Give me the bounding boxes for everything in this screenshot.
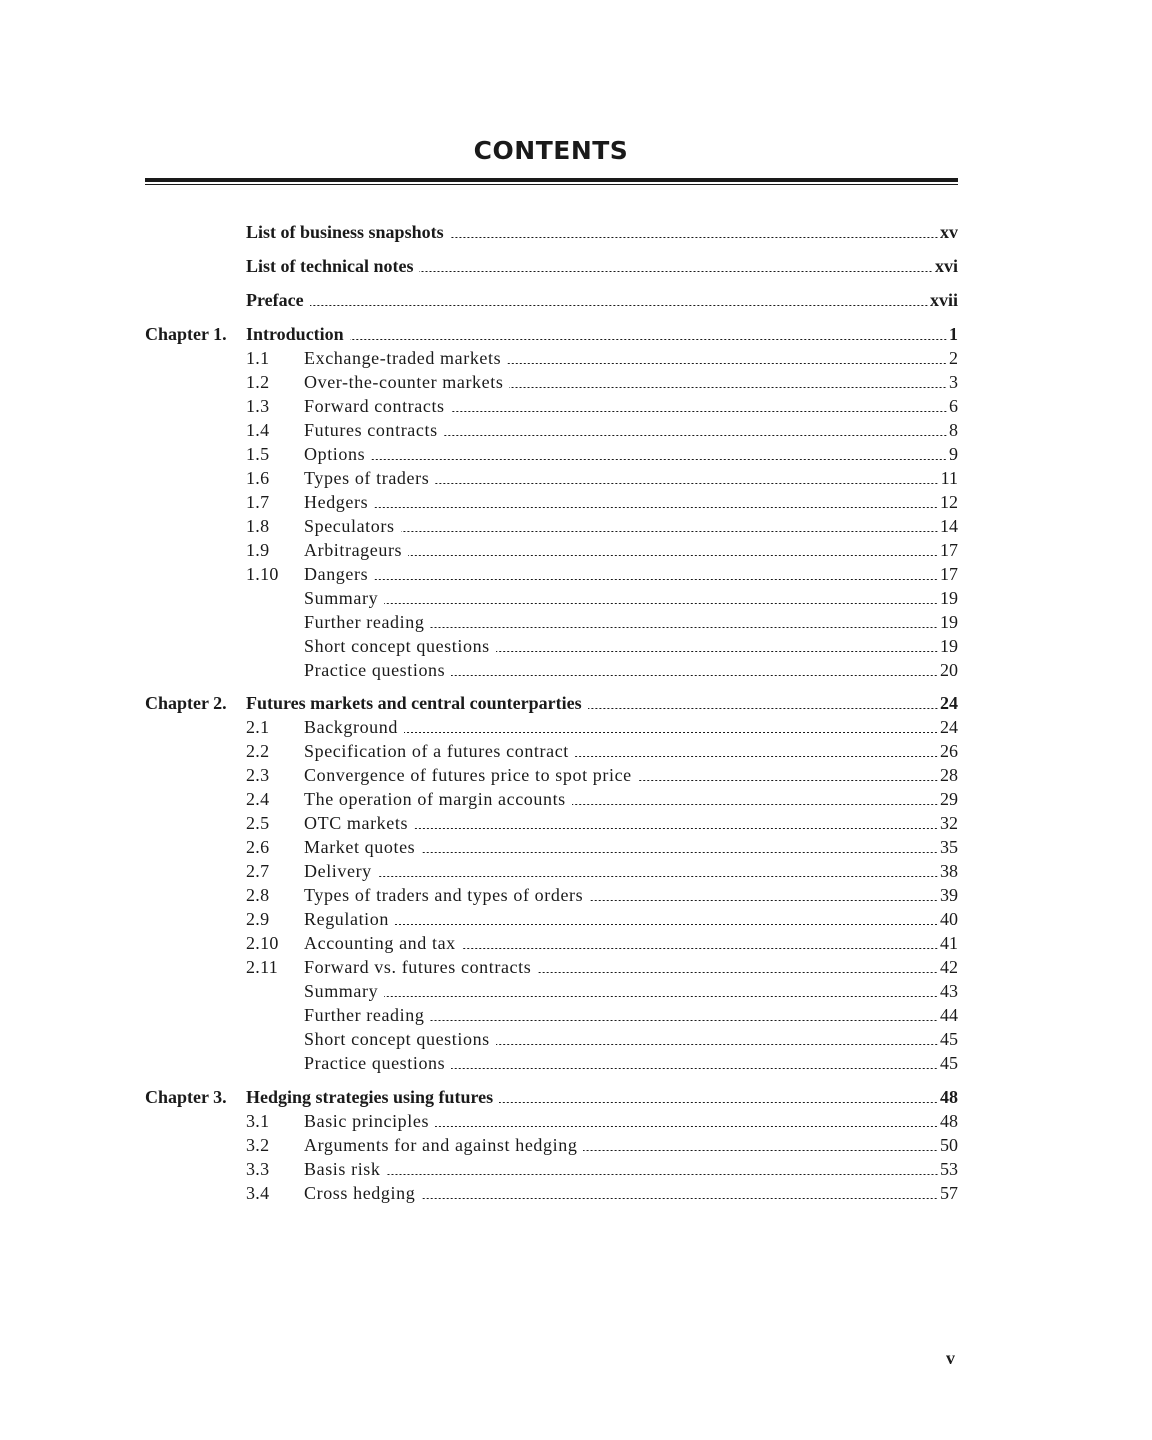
toc-entry: [304, 1182, 958, 1204]
section-entry[interactable]: [0, 635, 1152, 657]
chapter-entry[interactable]: [0, 692, 1152, 714]
entry-title: Regulation: [304, 909, 389, 929]
section-number: 3.4: [246, 1183, 270, 1203]
entry-title: Hedgers: [304, 492, 369, 512]
entry-title: Practice questions: [304, 660, 446, 680]
entry-title: Introduction: [246, 324, 344, 344]
toc-entry: [304, 740, 958, 762]
entry-title: List of technical notes: [246, 256, 414, 276]
entry-title: Over-the-counter markets: [304, 372, 504, 392]
section-entry[interactable]: [0, 836, 1152, 858]
section-number: 2.4: [246, 789, 270, 809]
dot-leader: [350, 339, 947, 340]
entry-page-number: 40: [940, 909, 958, 929]
entry-page-number: 50: [940, 1135, 958, 1155]
dot-leader: [378, 876, 938, 877]
section-entry[interactable]: [0, 563, 1152, 585]
entry-title: Futures markets and central counterparties: [246, 693, 582, 713]
entry-page-number: 6: [949, 396, 958, 416]
dot-leader: [419, 271, 933, 272]
entry-title: Summary: [304, 588, 379, 608]
section-entry[interactable]: [0, 716, 1152, 738]
toc-entry: [304, 932, 958, 954]
entry-page-number: 45: [940, 1029, 958, 1049]
entry-page-number: 12: [940, 492, 958, 512]
toc-entry: [304, 1052, 958, 1074]
section-entry[interactable]: [0, 371, 1152, 393]
dot-leader: [451, 1068, 938, 1069]
toc-entry: [304, 443, 958, 465]
toc-entry: [304, 659, 958, 681]
section-entry[interactable]: [0, 1158, 1152, 1180]
entry-page-number: 2: [949, 348, 958, 368]
section-entry[interactable]: [0, 419, 1152, 441]
chapter-entry[interactable]: [0, 1086, 1152, 1108]
section-entry[interactable]: [0, 1004, 1152, 1026]
entry-page-number: 44: [940, 1005, 958, 1025]
section-number: 1.1: [246, 348, 270, 368]
entry-title: List of business snapshots: [246, 222, 444, 242]
entry-page-number: 24: [940, 717, 958, 737]
section-entry[interactable]: [0, 443, 1152, 465]
section-entry[interactable]: [0, 860, 1152, 882]
dot-leader: [404, 732, 938, 733]
title-rule-thin: [145, 184, 958, 185]
section-entry[interactable]: [0, 539, 1152, 561]
section-number: 1.10: [246, 564, 279, 584]
toc-entry: [304, 563, 958, 585]
section-entry[interactable]: [0, 659, 1152, 681]
section-entry[interactable]: [0, 884, 1152, 906]
section-number: 1.5: [246, 444, 270, 464]
dot-leader: [414, 828, 938, 829]
toc-entry: [246, 1086, 958, 1108]
entry-title: Accounting and tax: [304, 933, 456, 953]
section-number: 2.7: [246, 861, 270, 881]
section-number: 2.3: [246, 765, 270, 785]
entry-page-number: 39: [940, 885, 958, 905]
chapter-label: Chapter 2.: [145, 693, 227, 713]
entry-title: Dangers: [304, 564, 369, 584]
entry-page-number: 17: [940, 564, 958, 584]
dot-leader: [588, 708, 938, 709]
entry-page-number: 9: [949, 444, 958, 464]
section-entry[interactable]: [0, 395, 1152, 417]
toc-entry: [304, 347, 958, 369]
entry-page-number: 29: [940, 789, 958, 809]
dot-leader: [371, 459, 947, 460]
section-entry[interactable]: [0, 908, 1152, 930]
entry-title: Futures contracts: [304, 420, 438, 440]
section-number: 1.7: [246, 492, 270, 512]
entry-title: Exchange-traded markets: [304, 348, 502, 368]
entry-title: Specification of a futures contract: [304, 741, 569, 761]
toc-entry: [304, 419, 958, 441]
entry-title: Convergence of futures price to spot price: [304, 765, 632, 785]
dot-leader: [589, 900, 938, 901]
section-number: 1.9: [246, 540, 270, 560]
section-number: 2.6: [246, 837, 270, 857]
entry-page-number: 57: [940, 1183, 958, 1203]
section-entry[interactable]: [0, 1052, 1152, 1074]
toc-entry: [304, 467, 958, 489]
entry-page-number: 24: [940, 693, 958, 713]
chapter-entry[interactable]: [0, 323, 1152, 345]
dot-leader: [395, 924, 938, 925]
dot-leader: [451, 411, 947, 412]
toc-entry: [304, 788, 958, 810]
section-number: 3.1: [246, 1111, 270, 1131]
dot-leader: [401, 531, 938, 532]
entry-page-number: 45: [940, 1053, 958, 1073]
entry-title: Arguments for and against hedging: [304, 1135, 578, 1155]
toc-entry: [304, 884, 958, 906]
section-number: 2.2: [246, 741, 270, 761]
dot-leader: [430, 1020, 938, 1021]
entry-page-number: 19: [940, 636, 958, 656]
toc-entry: [304, 539, 958, 561]
entry-title: Summary: [304, 981, 379, 1001]
section-number: 3.2: [246, 1135, 270, 1155]
section-entry[interactable]: [0, 1182, 1152, 1204]
toc-entry: [304, 764, 958, 786]
dot-leader: [374, 507, 938, 508]
toc-entry: [304, 836, 958, 858]
toc-entry: [304, 980, 958, 1002]
entry-page-number: xvii: [929, 290, 958, 310]
entry-title: Hedging strategies using futures: [246, 1087, 494, 1107]
entry-title: Options: [304, 444, 366, 464]
entry-page-number: 38: [940, 861, 958, 881]
toc-entry: [304, 1004, 958, 1026]
toc-entry: [304, 611, 958, 633]
section-entry[interactable]: [0, 515, 1152, 537]
dot-leader: [384, 996, 938, 997]
dot-leader: [310, 305, 928, 306]
entry-page-number: 26: [940, 741, 958, 761]
toc-entry: [246, 692, 958, 714]
dot-leader: [408, 555, 938, 556]
entry-title: Forward vs. futures contracts: [304, 957, 532, 977]
section-entry[interactable]: [0, 932, 1152, 954]
entry-page-number: 42: [940, 957, 958, 977]
dot-leader: [572, 804, 938, 805]
page-title: CONTENTS: [473, 136, 629, 165]
section-entry[interactable]: [0, 1028, 1152, 1050]
title-rule-thick: [145, 178, 958, 182]
front-matter-entry[interactable]: [0, 289, 1152, 311]
dot-leader: [638, 780, 938, 781]
section-number: 2.10: [246, 933, 279, 953]
section-entry[interactable]: [0, 764, 1152, 786]
dot-leader: [444, 435, 947, 436]
dot-leader: [421, 1198, 938, 1199]
toc-entry: [304, 860, 958, 882]
toc-entry: [304, 587, 958, 609]
toc-entry: [304, 812, 958, 834]
entry-title: Speculators: [304, 516, 395, 536]
entry-title: Cross hedging: [304, 1183, 416, 1203]
section-number: 1.2: [246, 372, 270, 392]
entry-page-number: 43: [940, 981, 958, 1001]
entry-title: Practice questions: [304, 1053, 446, 1073]
entry-title: Further reading: [304, 1005, 425, 1025]
toc-entry: [304, 491, 958, 513]
dot-leader: [451, 675, 938, 676]
entry-page-number: 3: [949, 372, 958, 392]
entry-title: Arbitrageurs: [304, 540, 403, 560]
entry-title: The operation of margin accounts: [304, 789, 566, 809]
chapter-label: Chapter 1.: [145, 324, 227, 344]
section-number: 2.8: [246, 885, 270, 905]
entry-title: Market quotes: [304, 837, 416, 857]
section-entry[interactable]: [0, 788, 1152, 810]
section-number: 2.11: [246, 957, 279, 977]
toc-entry: [304, 515, 958, 537]
section-number: 2.9: [246, 909, 270, 929]
entry-title: Delivery: [304, 861, 372, 881]
dot-leader: [387, 1174, 938, 1175]
toc-entry: [304, 1028, 958, 1050]
section-entry[interactable]: [0, 1134, 1152, 1156]
entry-page-number: 17: [940, 540, 958, 560]
section-entry[interactable]: [0, 491, 1152, 513]
dot-leader: [496, 651, 938, 652]
toc-entry: [304, 1158, 958, 1180]
dot-leader: [430, 627, 938, 628]
entry-title: OTC markets: [304, 813, 409, 833]
entry-title: Short concept questions: [304, 636, 490, 656]
page-number: v: [946, 1348, 955, 1368]
toc-entry: [304, 908, 958, 930]
entry-page-number: 35: [940, 837, 958, 857]
entry-page-number: 11: [940, 468, 958, 488]
entry-page-number: 20: [940, 660, 958, 680]
dot-leader: [462, 948, 938, 949]
section-entry[interactable]: [0, 467, 1152, 489]
dot-leader: [384, 603, 938, 604]
dot-leader: [435, 483, 938, 484]
dot-leader: [496, 1044, 938, 1045]
entry-page-number: 28: [940, 765, 958, 785]
entry-page-number: 14: [940, 516, 958, 536]
toc-entry: [246, 221, 958, 243]
dot-leader: [507, 363, 947, 364]
toc-entry: [246, 289, 958, 311]
entry-page-number: 48: [940, 1111, 958, 1131]
section-entry[interactable]: [0, 812, 1152, 834]
toc-entry: [304, 1110, 958, 1132]
section-number: 1.4: [246, 420, 270, 440]
toc-entry: [304, 395, 958, 417]
dot-leader: [583, 1150, 938, 1151]
entry-page-number: 41: [940, 933, 958, 953]
section-entry[interactable]: [0, 956, 1152, 978]
section-entry[interactable]: [0, 740, 1152, 762]
dot-leader: [450, 237, 938, 238]
dot-leader: [575, 756, 938, 757]
toc-entry: [304, 371, 958, 393]
section-number: 2.5: [246, 813, 270, 833]
dot-leader: [509, 387, 947, 388]
toc-entry: [304, 956, 958, 978]
section-number: 1.8: [246, 516, 270, 536]
section-number: 1.6: [246, 468, 270, 488]
chapter-label: Chapter 3.: [145, 1087, 227, 1107]
section-entry[interactable]: [0, 347, 1152, 369]
toc-entry: [246, 255, 958, 277]
front-matter-entry[interactable]: [0, 255, 1152, 277]
entry-title: Preface: [246, 290, 304, 310]
entry-title: Forward contracts: [304, 396, 445, 416]
entry-title: Types of traders and types of orders: [304, 885, 584, 905]
toc-entry: [246, 323, 958, 345]
section-number: 2.1: [246, 717, 270, 737]
toc-entry: [304, 635, 958, 657]
entry-page-number: 8: [949, 420, 958, 440]
dot-leader: [421, 852, 938, 853]
front-matter-entry[interactable]: [0, 221, 1152, 243]
section-entry[interactable]: [0, 587, 1152, 609]
entry-page-number: xv: [940, 222, 958, 242]
dot-leader: [435, 1126, 938, 1127]
entry-title: Short concept questions: [304, 1029, 490, 1049]
section-entry[interactable]: [0, 1110, 1152, 1132]
section-number: 3.3: [246, 1159, 270, 1179]
section-number: 1.3: [246, 396, 270, 416]
entry-page-number: xvi: [934, 256, 958, 276]
entry-page-number: 19: [940, 588, 958, 608]
dot-leader: [374, 579, 938, 580]
entry-title: Basic principles: [304, 1111, 430, 1131]
entry-title: Background: [304, 717, 398, 737]
entry-page-number: 1: [949, 324, 958, 344]
entry-page-number: 53: [940, 1159, 958, 1179]
toc-entry: [304, 1134, 958, 1156]
entry-title: Further reading: [304, 612, 425, 632]
entry-page-number: 48: [940, 1087, 958, 1107]
entry-page-number: 19: [940, 612, 958, 632]
entry-title: Types of traders: [304, 468, 430, 488]
entry-page-number: 32: [940, 813, 958, 833]
entry-title: Basis risk: [304, 1159, 381, 1179]
dot-leader: [499, 1102, 938, 1103]
dot-leader: [537, 972, 938, 973]
toc-entry: [304, 716, 958, 738]
section-entry[interactable]: [0, 980, 1152, 1002]
section-entry[interactable]: [0, 611, 1152, 633]
